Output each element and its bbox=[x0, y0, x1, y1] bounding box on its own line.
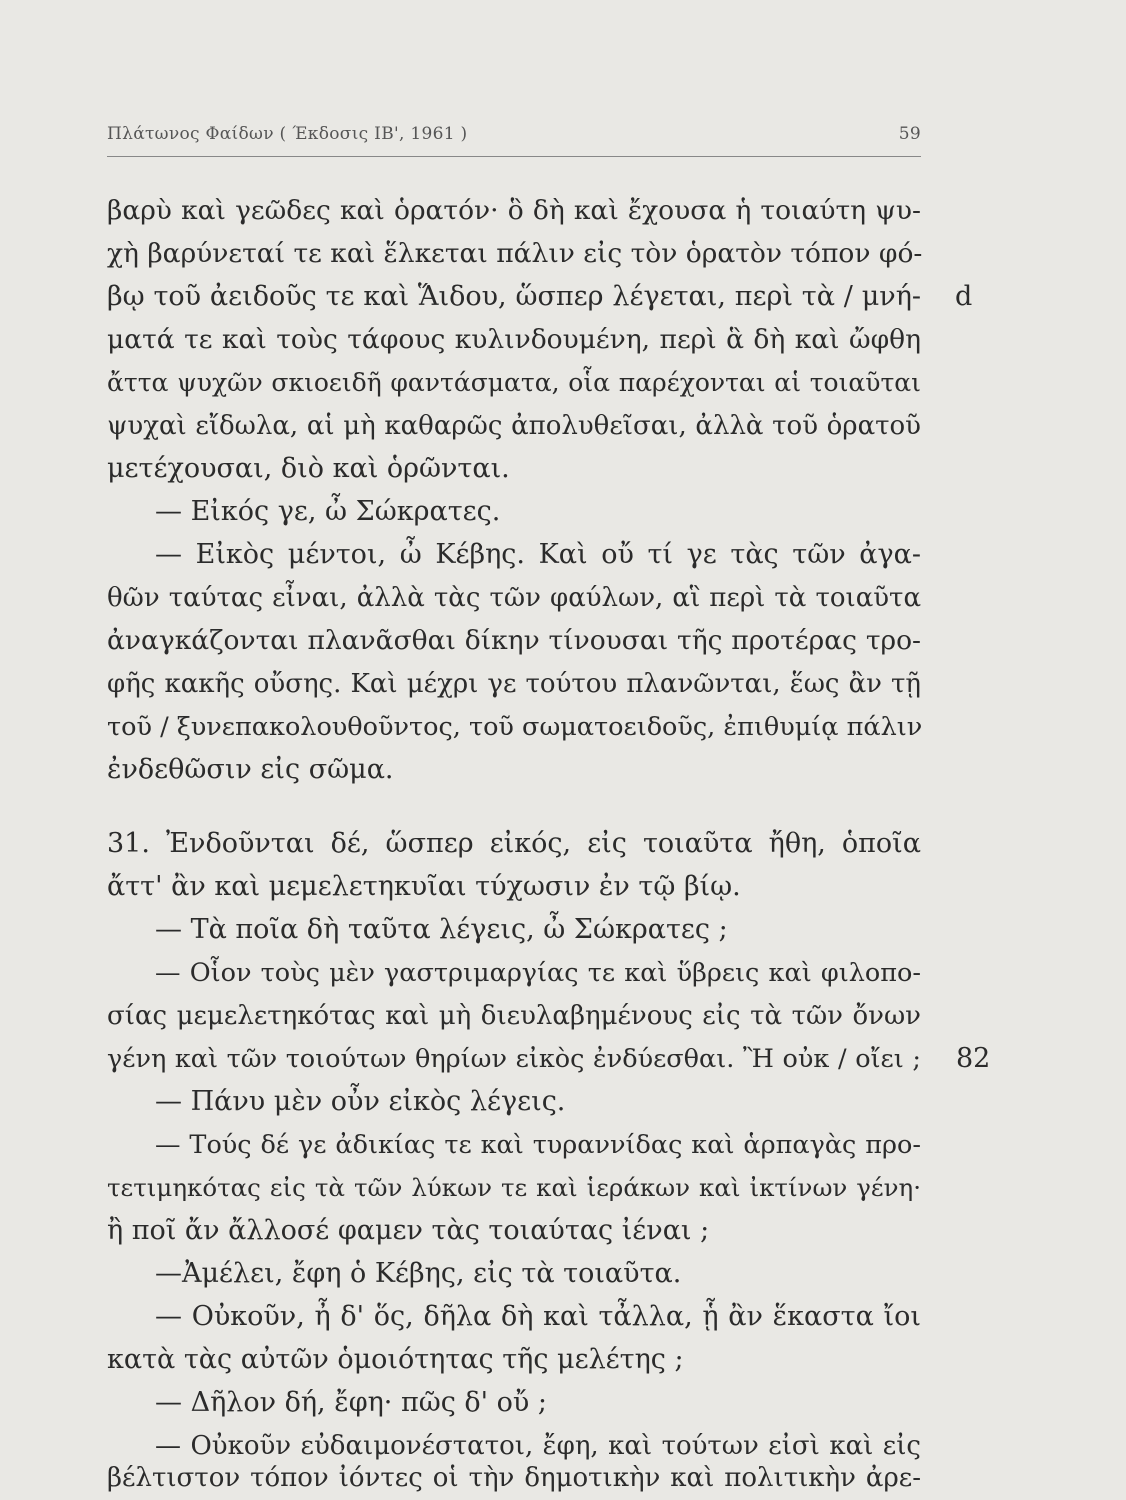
text-line: γένη καὶ τῶν τοιούτων θηρίων εἰκὸς ἐνδύεσθαι. Ἢ οὐκ / οἴει ; bbox=[107, 1044, 921, 1074]
text-line: ἄττ' ἂν καὶ μεμελετηκυῖαι τύχωσιν ἐν τῷ βίῳ. bbox=[107, 871, 741, 902]
text-line: βέλτιστον τόπον ἰόντες οἱ τὴν δημοτικὴν καὶ πολιτικὴν ἀρε- bbox=[107, 1463, 921, 1493]
text-line: — Εἰκός γε, ὦ Σώκρατες. bbox=[155, 496, 501, 527]
text-line: — Πάνυ μὲν οὖν εἰκὸς λέγεις. bbox=[155, 1086, 566, 1117]
text-line: — Τούς δέ γε ἀδικίας τε καὶ τυραννίδας καὶ ἁρπαγὰς προ- bbox=[155, 1130, 921, 1160]
text-line: — Δῆλον δή, ἔφη· πῶς δ' οὔ ; bbox=[155, 1387, 548, 1418]
text-line: σίας μεμελετηκότας καὶ μὴ διευλαβημένους εἰς τὰ τῶν ὄνων bbox=[107, 1001, 921, 1031]
text-line: κατὰ τὰς αὐτῶν ὁμοιότητας τῆς μελέτης ; bbox=[107, 1344, 684, 1375]
margin-note: 82 bbox=[956, 1043, 991, 1074]
text-line: ἀναγκάζονται πλανᾶσθαι δίκην τίνουσαι τῆς προτέρας τρο- bbox=[107, 625, 921, 656]
text-line: 31. Ἐνδοῦνται δέ, ὥσπερ εἰκός, εἰς τοιαῦτα ἤθη, ὁποῖα bbox=[107, 828, 921, 859]
text-line: —Ἀμέλει, ἔφη ὁ Κέβης, εἰς τὰ τοιαῦτα. bbox=[155, 1258, 682, 1289]
text-line: ἄττα ψυχῶν σκιοειδῆ φαντάσματα, οἷα παρέχονται αἱ τοιαῦται bbox=[107, 368, 921, 397]
text-line: μετέχουσαι, διὸ καὶ ὁρῶνται. bbox=[107, 453, 510, 484]
text-line: — Οἷον τοὺς μὲν γαστριμαργίας τε καὶ ὕβρεις καὶ φιλοπο- bbox=[155, 958, 921, 988]
text-line: θῶν ταύτας εἶναι, ἀλλὰ τὰς τῶν φαύλων, αἳ περὶ τὰ τοιαῦτα bbox=[107, 583, 921, 613]
running-header bbox=[107, 124, 921, 150]
text-line: χὴ βαρύνεταί τε καὶ ἕλκεται πάλιν εἰς τὸν ὁρατὸν τόπον φό- bbox=[107, 238, 923, 269]
text-line: φῆς κακῆς οὔσης. Καὶ μέχρι γε τούτου πλανῶνται, ἕως ἂν τῇ bbox=[107, 669, 921, 699]
text-line: ἢ ποῖ ἄν ἄλλοσέ φαμεν τὰς τοιαύτας ἰέναι ; bbox=[107, 1215, 710, 1246]
margin-note: d bbox=[955, 281, 973, 312]
text-line: — Τὰ ποῖα δὴ ταῦτα λέγεις, ὦ Σώκρατες ; bbox=[155, 914, 728, 945]
text-line: ψυχαὶ εἴδωλα, αἱ μὴ καθαρῶς ἀπολυθεῖσαι, ἀλλὰ τοῦ ὁρατοῦ bbox=[107, 411, 921, 441]
text-line: — Οὐκοῦν εὐδαιμονέστατοι, ἔφη, καὶ τούτων εἰσὶ καὶ εἰς bbox=[155, 1431, 921, 1461]
text-line: ἐνδεθῶσιν εἰς σῶμα. bbox=[107, 754, 394, 785]
text-line: βῳ τοῦ ἀειδοῦς τε καὶ Ἅιδου, ὥσπερ λέγεται, περὶ τὰ / μνή- bbox=[107, 281, 921, 312]
text-line: βαρὺ καὶ γεῶδες καὶ ὁρατόν· ὃ δὴ καὶ ἔχουσα ἡ τοιαύτη ψυ- bbox=[107, 195, 921, 226]
text-line: — Εἰκὸς μέντοι, ὦ Κέβης. Καὶ οὔ τί γε τὰς τῶν ἀγα- bbox=[155, 539, 921, 570]
text-line: ματά τε καὶ τοὺς τάφους κυλινδουμένη, περὶ ἃ δὴ καὶ ὤφθη bbox=[107, 324, 921, 355]
text-line: τοῦ / ξυνεπακολουθοῦντος, τοῦ σωματοειδοῦς, ἐπιθυμίᾳ πάλιν bbox=[107, 712, 923, 742]
text-line: τετιμηκότας εἰς τὰ τῶν λύκων τε καὶ ἱεράκων καὶ ἰκτίνων γένη· bbox=[107, 1173, 921, 1202]
header-rule bbox=[107, 156, 921, 157]
page-number: 59 bbox=[898, 124, 921, 144]
text-line: — Οὐκοῦν, ἦ δ' ὅς, δῆλα δὴ καὶ τἆλλα, ᾗ ἂν ἕκαστα ἴοι bbox=[155, 1301, 921, 1332]
running-title: Πλάτωνος Φαίδων ( Έκδοσις ΙΒ', 1961 ) bbox=[107, 124, 468, 144]
